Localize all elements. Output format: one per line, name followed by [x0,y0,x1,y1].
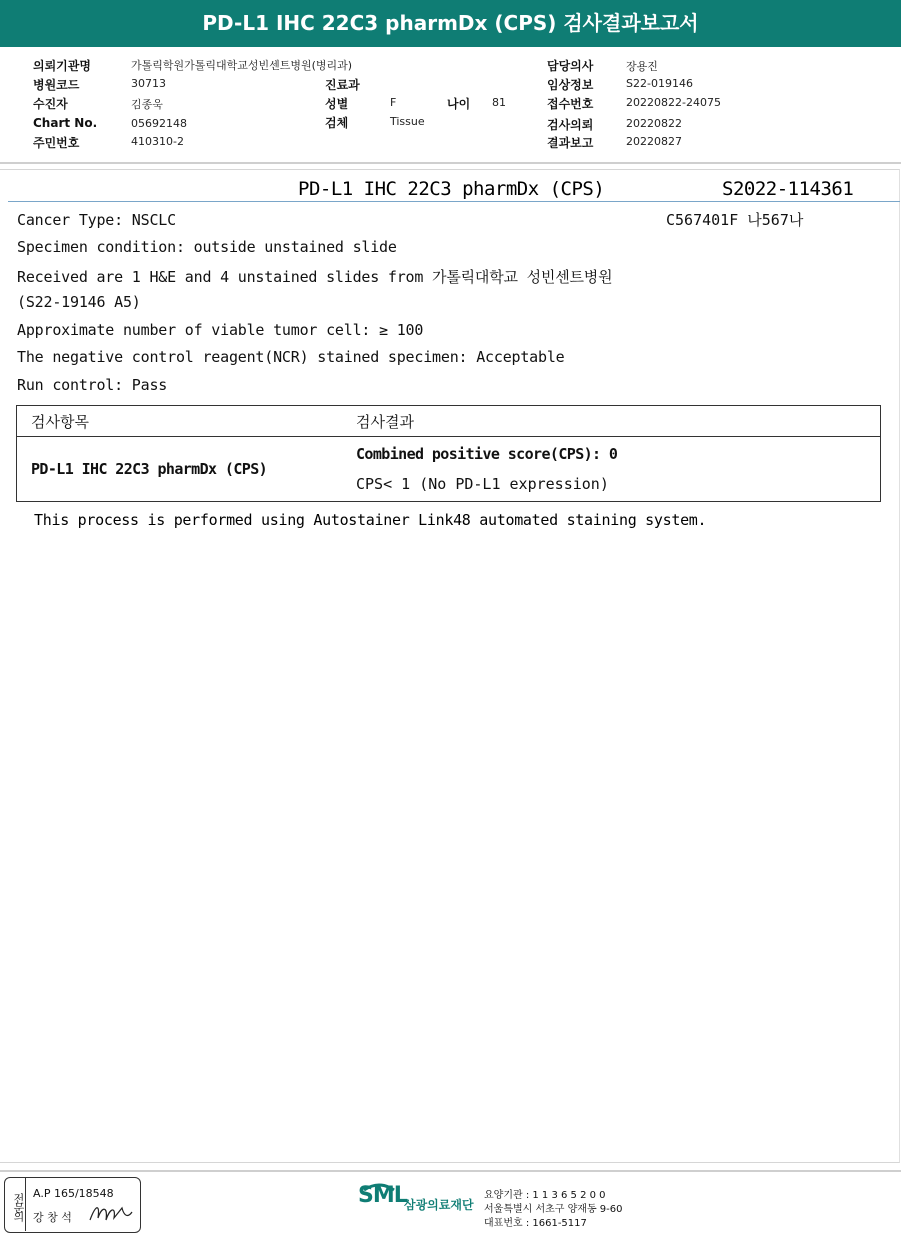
specimen-value: Tissue [390,115,425,128]
doctor-value: 장용진 [626,60,658,73]
hospital-code-value: 30713 [131,77,166,90]
institution-label: 의뢰기관명 [33,59,91,73]
col-header-item: 검사항목 [17,406,343,437]
report-line: Approximate number of viable tumor cell: ≥ 100 [17,321,424,339]
header-divider [0,162,901,164]
result-table [16,405,881,502]
request-value: 20220822 [626,117,682,130]
dept-label: 진료과 [325,78,360,92]
report-date-value: 20220827 [626,135,682,148]
age-value: 81 [492,96,506,109]
age-label: 나이 [447,97,471,111]
sex-label: 성별 [325,97,349,111]
hospital-code-label: 병원코드 [33,78,80,92]
signature-scribble [88,1200,134,1226]
institution-value: 가톨릭학원가톨릭대학교성빈센트병원(병리과) [131,59,353,72]
result-interpretation: CPS< 1 (No PD-L1 expression) [356,475,609,493]
request-label: 검사의뢰 [547,118,594,132]
clinical-label: 임상정보 [547,78,594,92]
id-value: 410310-2 [131,135,184,148]
report-date-label: 결과보고 [547,136,594,150]
report-line: Received are 1 H&E and 4 unstained slides from 가톨릭대학교 성빈센트병원 [17,268,613,286]
doctor-label: 담당의사 [547,59,594,73]
process-note: This process is performed using Autostainer Link48 automated staining system. [34,511,707,529]
result-table-header [17,406,881,437]
result-score: Combined positive score(CPS): 0 [356,445,618,463]
report-line: Cancer Type: NSCLC [17,211,176,229]
org-code: 요양기관 : 1 1 3 6 5 2 0 0 [484,1190,606,1201]
specimen-label: 검체 [325,116,349,130]
receipt-label: 접수번호 [547,97,594,111]
report-line: The negative control reagent(NCR) stained specimen: Acceptable [17,348,565,366]
id-label: 주민번호 [33,136,80,150]
sml-logo-text: SML [358,1183,407,1208]
report-line: (S22-19146 A5) [17,293,141,311]
result-cell [342,437,881,502]
result-row [17,437,881,502]
report-line: Run control: Pass [17,376,168,394]
footer-divider [0,1170,901,1172]
result-item: PD-L1 IHC 22C3 pharmDx (CPS) [17,437,343,502]
receipt-value: 20220822-24075 [626,96,721,109]
chart-value: 05692148 [131,117,187,130]
report-line: Specimen condition: outside unstained slide [17,238,397,256]
col-header-result: 검사결과 [342,406,881,437]
report-frame [0,169,900,1163]
org-phone: 대표번호 : 1661-5117 [484,1218,587,1229]
test-name-heading: PD-L1 IHC 22C3 pharmDx (CPS) [298,178,605,200]
ap-number: A.P 165/18548 [33,1187,114,1200]
signature-side-label: 전문의 [4,1177,26,1231]
report-title: PD-L1 IHC 22C3 pharmDx (CPS) 검사결과보고서 [0,0,901,47]
title-rule [8,201,900,202]
patient-label: 수진자 [33,97,68,111]
org-name: 삼광의료재단 [404,1198,474,1212]
report-number: S2022-114361 [722,178,854,200]
pathologist-name: 강 창 석 [33,1211,72,1224]
clinical-value: S22-019146 [626,77,693,90]
report-code: C567401F 나567나 [666,211,804,229]
sex-value: F [390,96,397,109]
patient-value: 김종욱 [131,98,163,111]
chart-label: Chart No. [33,116,98,130]
org-address: 서울특별시 서초구 양재동 9-60 [484,1204,623,1215]
